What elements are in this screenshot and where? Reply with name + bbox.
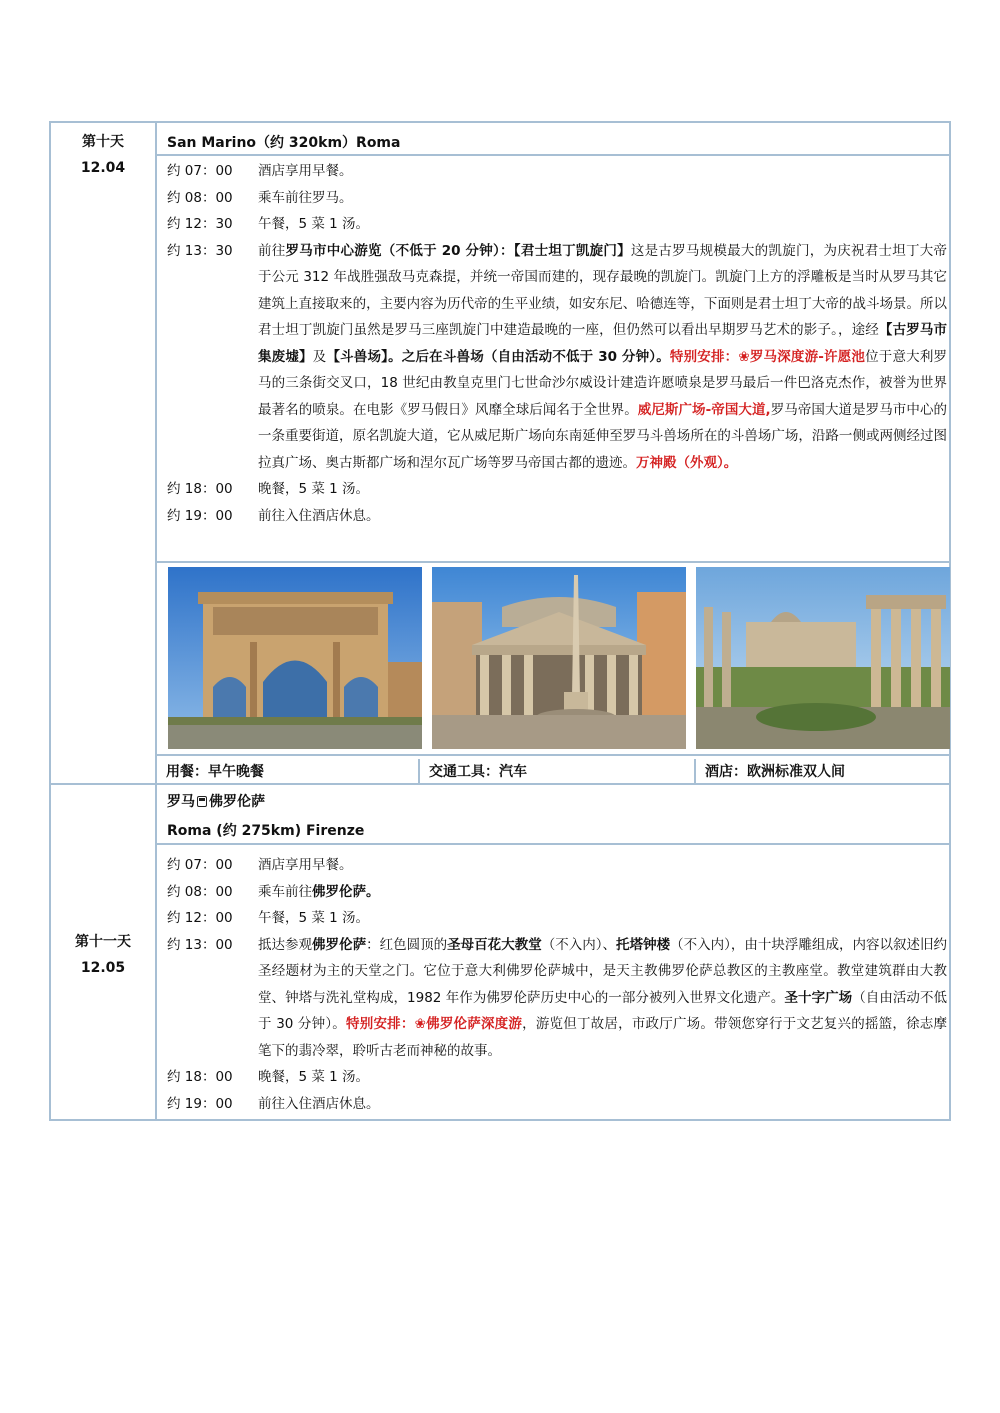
meals-cell: 用餐：早午晚餐 <box>157 759 420 783</box>
day11-schedule <box>167 852 947 1117</box>
hotel-cell: 酒店：欧洲标准双人间 <box>705 764 845 780</box>
pantheon-photo <box>432 567 686 749</box>
schedule-row: 约 12：30 午餐，5 菜 1 汤。 <box>167 216 370 232</box>
day10-label-cell <box>51 123 157 783</box>
schedule-row: 约 19：00 前往入住酒店休息。 <box>167 507 380 524</box>
day10-schedule <box>167 158 947 529</box>
day10-date: 12.04 <box>80 160 126 176</box>
day10-label: 第十天 <box>82 134 124 150</box>
schedule-row-main: 约 13：30 前往罗马市中心游览（不低于 20 分钟）：【君士坦丁凯旋门】这是古罗马规模最大的凯旋门，为庆祝君士坦丁大帝于公元 312 年战胜强敌马克森提，并统一帝国而建的，现存最晚的凯旋门。凯旋门上方的浮雕板是当时从罗马其它建筑上直接取来的，主要内容为历代帝的生平业绩，如安东尼、哈德连等，下面则是君士坦丁大帝的战斗场景。所以君士坦丁凯旋门虽然是罗马三座凯旋门中建造最晚的一座，但仍然可以看出早期罗马艺术的影子。，途经【古罗马市集废墟】及【斗兽场】。之后在斗兽场（自由活动不低于 30 分钟）。特别安排：❀罗马深度游-许愿池位于意大利罗马的三条街交叉口，18 世纪由教皇克里门七世命沙尔威设计建造许愿喷泉是罗马最后一件巴洛克杰作，被誉为世界最著名的喷泉。在电影《罗马假日》风靡全球后闻名于全世界。威尼斯广场-帝国大道,罗马帝国大道是罗马市中心的一条重要街道，原名凯旋大道，它从威尼斯广场向东南延伸至罗马斗兽场所在的斗兽场广场，沿路一侧或两侧经过图拉真广场、奥古斯都广场和涅尔瓦广场等罗马帝国古都的遗迹。万神殿（外观）。 <box>167 242 948 471</box>
day10-summary-row <box>157 759 949 783</box>
itinerary-table <box>49 121 951 1121</box>
roman-forum-photo <box>696 567 950 749</box>
schedule-row: 约 19：00 前往入住酒店休息。 <box>167 1095 380 1112</box>
day11-route-title: 罗马 佛罗伦萨 <box>167 794 265 810</box>
day10-route-title: San Marino（约 320km）Roma <box>167 135 401 151</box>
schedule-row: 约 12：00 午餐，5 菜 1 汤。 <box>167 910 370 926</box>
transport-cell: 交通工具：汽车 <box>420 759 696 783</box>
day11-label-cell <box>51 785 157 1121</box>
schedule-row: 约 08：00 乘车前往佛罗伦萨。 <box>167 883 380 900</box>
schedule-row: 约 18：00 晚餐，5 菜 1 汤。 <box>167 481 370 497</box>
schedule-row-main: 约 13：00 抵达参观佛罗伦萨：红色圆顶的圣母百花大教堂（不入内）、托塔钟楼（不入内），由十块浮雕组成，内容以叙述旧约圣经题材为主的天堂之门。它位于意大利佛罗伦萨城中，是天主教佛罗伦萨总教区的主教座堂。教堂建筑群由大教堂、钟塔与洗礼堂构成，1982 年作为佛罗伦萨历史中心的一部分被列入世界文化遗产。圣十字广场（自由活动不低于 30 分钟）。特别安排：❀佛罗伦萨深度游，游览但丁故居，市政厅广场。带领您穿行于文艺复兴的摇篮，徐志摩笔下的翡冷翠，聆听古老而神秘的故事。 <box>167 936 948 1059</box>
schedule-row: 约 18：00 晚餐，5 菜 1 汤。 <box>167 1069 370 1085</box>
schedule-row: 约 07：00 酒店享用早餐。 <box>167 163 353 179</box>
day11-label: 第十一天 <box>75 934 131 950</box>
schedule-row: 约 07：00 酒店享用早餐。 <box>167 857 353 873</box>
special-arrangement: 特别安排：❀佛罗伦萨深度游 <box>346 1016 523 1032</box>
schedule-row: 约 08：00 乘车前往罗马。 <box>167 189 353 206</box>
day11-date: 12.05 <box>80 960 126 976</box>
arch-of-constantine-photo <box>168 567 422 749</box>
bus-icon <box>197 796 207 807</box>
day11-route-subtitle: Roma (约 275km) Firenze <box>167 823 365 839</box>
special-arrangement: 特别安排：❀罗马深度游-许愿池 <box>669 348 866 365</box>
